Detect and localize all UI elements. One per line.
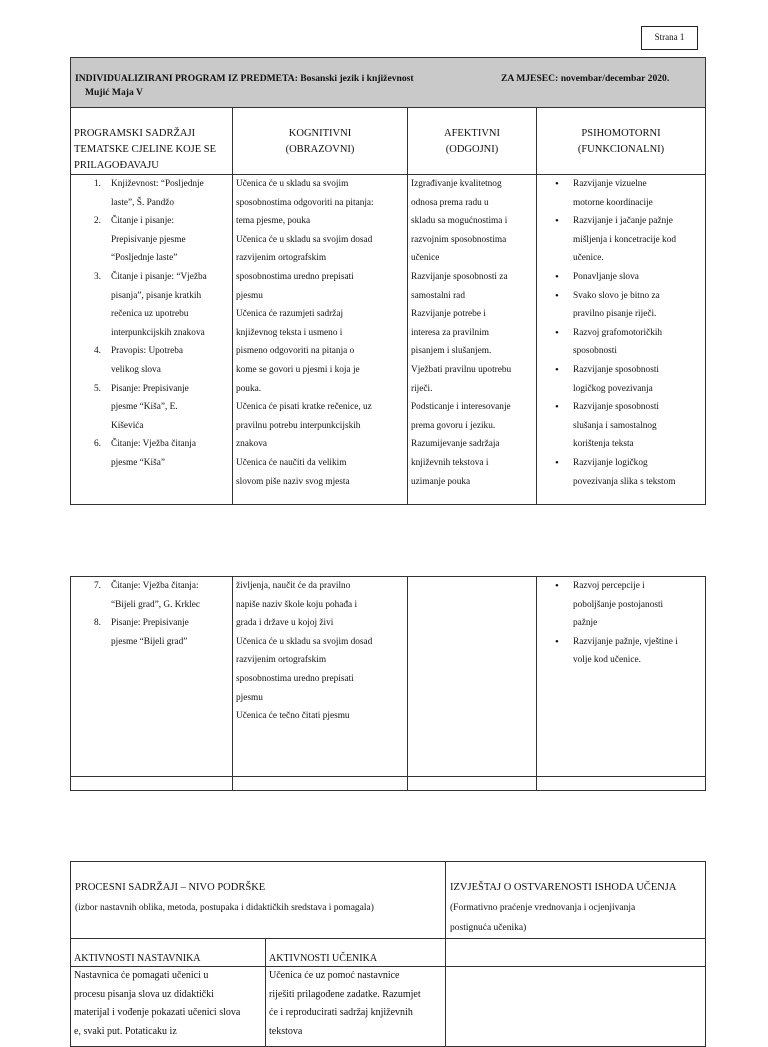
cognitive-line: pjesmu xyxy=(236,290,263,301)
psychomotor-item-line: motorne koordinacije xyxy=(573,197,653,208)
support-title: PROCESNI SADRŽAJI – NIVO PODRŠKE xyxy=(75,882,266,893)
cognitive-line: znakova xyxy=(236,439,267,450)
cognitive-line: Učenica će pisati kratke rečenice, uz xyxy=(236,402,372,413)
support-table xyxy=(70,861,706,1047)
affective-line: Izgrađivanje kvalitetnog xyxy=(411,179,502,189)
psychomotor-outcomes-cell xyxy=(537,577,706,777)
column-header-line: (FUNKCIONALNI) xyxy=(577,144,665,155)
cognitive-line: slovom piše naziv svog mjesta xyxy=(236,476,350,487)
cognitive-line: sposobnostima uredno prepisati xyxy=(236,271,354,282)
column-header-line: (ODGOJNI) xyxy=(445,144,499,155)
column-header-line: (OBRAZOVNI) xyxy=(285,144,355,155)
program-item xyxy=(74,342,229,379)
psychomotor-item-line: • Razvijanje pažnje, vještine i xyxy=(573,636,678,647)
report-subtitle-line: postignuća učenika) xyxy=(450,923,527,933)
empty-cell xyxy=(408,777,537,791)
cognitive-line: sposobnostima uredno prepisati xyxy=(236,673,354,684)
program-item-line: Čitanje i pisanje: xyxy=(111,216,174,227)
affective-line: Razvijanje sposobnosti za xyxy=(411,271,508,282)
program-item-line: Pravopis: Upotreba xyxy=(111,346,184,357)
program-content-cell xyxy=(71,577,233,777)
student-activity-line: Učenica će uz pomoć nastavnice xyxy=(269,970,400,981)
cognitive-line: Učenica će u skladu sa svojim xyxy=(236,179,349,189)
column-header-line: PRILAGOĐAVAJU xyxy=(74,160,159,171)
psychomotor-item xyxy=(540,454,702,491)
program-item-number: 7. xyxy=(94,581,101,591)
program-item-number: 4. xyxy=(94,346,101,357)
support-header-cell xyxy=(71,862,446,939)
cognitive-outcomes-cell xyxy=(233,577,408,777)
affective-line: književnih tekstova i xyxy=(411,457,489,468)
cognitive-line: sposobnostima odgovoriti na pitanja: xyxy=(236,197,374,208)
program-item-line: velikog slova xyxy=(111,364,161,375)
psychomotor-item-line: • Razvijanje logičkog xyxy=(573,457,648,468)
cognitive-line: pouka. xyxy=(236,383,262,394)
affective-line: prema govoru i jeziku. xyxy=(411,420,496,431)
student-activity-line: riješiti prilagođene zadatke. Razumjet xyxy=(269,988,421,1000)
cognitive-line: pravilnu potrebu interpunkcijskih xyxy=(236,420,361,431)
program-item-line: Pisanje: Prepisivanje xyxy=(111,383,189,394)
cognitive-line: kome se govori u pjesmi i koja je xyxy=(236,364,360,375)
report-header-cell xyxy=(446,862,706,939)
report-title: IZVJEŠTAJ O OSTVARENOSTI ISHODA UČENJA xyxy=(450,882,677,893)
program-item-line: “Posljednje laste” xyxy=(111,253,178,264)
psychomotor-item-line: pažnje xyxy=(573,618,598,629)
program-item xyxy=(74,212,229,268)
psychomotor-item xyxy=(540,577,702,633)
affective-outcomes-cell xyxy=(408,175,537,505)
column-header-line: PSIHOMOTORNI xyxy=(581,128,661,139)
student-activities-header xyxy=(266,939,446,967)
psychomotor-item-line: poboljšanje postojanosti xyxy=(573,599,664,610)
program-item-line: laste”, Š. Pandžo xyxy=(111,197,174,208)
column-header-line: PROGRAMSKI SADRŽAJI xyxy=(74,128,196,139)
affective-line: Razumijevanje sadržaja xyxy=(411,439,500,450)
psychomotor-item-line: • Razvijanje sposobnosti xyxy=(573,402,659,413)
affective-line: skladu sa mogućnostima i xyxy=(411,216,508,227)
cognitive-line: grada i države u kojoj živi xyxy=(236,618,334,629)
column-header-content xyxy=(71,108,233,175)
psychomotor-item-line: • Razvijanje sposobnosti xyxy=(573,364,659,375)
psychomotor-item-line: povezivanja slika s tekstom xyxy=(573,476,676,487)
psychomotor-item-line: • Razvoj percepcije i xyxy=(573,581,645,591)
psychomotor-item-line: • Razvijanje i jačanje pažnje xyxy=(573,216,673,227)
program-item-line: Čitanje i pisanje: “Vježba xyxy=(111,271,207,282)
report-content-cell xyxy=(446,967,706,1047)
program-item-line: pjesme “Kiša”, E. xyxy=(111,402,178,413)
cognitive-line: književnog teksta i usmeno i xyxy=(236,327,343,338)
teacher-activities-header xyxy=(71,939,266,967)
column-header-psychomotor xyxy=(537,108,706,175)
teacher-activity-line: materijal i vođenje pokazati učenici slova xyxy=(74,1007,241,1019)
program-item xyxy=(74,577,229,614)
teacher-activity-line: e, svaki put. Potaticaku iz xyxy=(74,1025,177,1037)
psychomotor-item-line: • Razvijanje vizuelne xyxy=(573,179,647,189)
program-header xyxy=(71,58,706,108)
program-item-line: rečenica uz upotrebu xyxy=(111,309,189,320)
program-item-line: pjesme “Kiša” xyxy=(111,457,165,468)
teacher-activity-line: Nastavnica će pomagati učenici u xyxy=(74,970,209,981)
psychomotor-item xyxy=(540,212,702,268)
program-month: ZA MJESEC: novembar/decembar 2020. xyxy=(501,73,670,84)
psychomotor-item-line: volje kod učenice. xyxy=(573,655,641,666)
affective-line: Razvijanje potrebe i xyxy=(411,309,486,320)
empty-cell xyxy=(537,777,706,791)
affective-line: razvojnim sposobnostima xyxy=(411,234,507,245)
teacher-activity-line: procesu pisanja slova uz didaktički xyxy=(74,988,214,1000)
student-activity-line: tekstova xyxy=(269,1025,303,1037)
psychomotor-item-line: • Svako slovo je bitno za xyxy=(573,290,660,301)
psychomotor-item-line: slušanja i samostalnog xyxy=(573,420,657,431)
cognitive-line: Učenica će tečno čitati pjesmu xyxy=(236,711,350,722)
psychomotor-item xyxy=(540,398,702,454)
psychomotor-item-line: korištenja teksta xyxy=(573,439,634,450)
cognitive-line: življenja, naučit će da pravilno xyxy=(236,581,351,591)
psychomotor-item-line: učenice. xyxy=(573,253,604,264)
psychomotor-item xyxy=(540,268,702,287)
program-item-line: “Bijeli grad”, G. Krklec xyxy=(111,599,201,610)
program-item xyxy=(74,380,229,436)
program-title: INDIVIDUALIZIRANI PROGRAM IZ PREDMETA: Bosanski jezik i književnost xyxy=(75,73,414,84)
program-item-line: Čitanje: Vježba čitanja xyxy=(111,439,197,450)
student-activities-label: AKTIVNOSTI UČENIKA xyxy=(269,953,378,964)
psychomotor-item xyxy=(540,633,702,670)
affective-line: Vježbati pravilnu upotrebu xyxy=(411,364,512,375)
column-header-cognitive xyxy=(233,108,408,175)
affective-line: učenice xyxy=(411,253,440,264)
program-item xyxy=(74,175,229,212)
psychomotor-item-line: mišljenja i koncetracije kod xyxy=(573,234,677,245)
affective-line: Podsticanje i interesovanje xyxy=(411,402,511,413)
program-item-line: interpunkcijskih znakova xyxy=(111,327,205,338)
cognitive-line: pismeno odgovoriti na pitanja o xyxy=(236,346,355,357)
cognitive-line: Učenica će u skladu sa svojim dosad xyxy=(236,636,373,647)
program-item-line: Kiševića xyxy=(111,420,144,431)
program-item-number: 3. xyxy=(94,271,101,282)
cognitive-line: razvijenim ortografskim xyxy=(236,655,327,666)
program-item-line: pjesme “Bijeli grad” xyxy=(111,636,188,647)
program-item-line: Čitanje: Vježba čitanja: xyxy=(111,581,199,591)
affective-line: samostalni rad xyxy=(411,290,465,301)
teacher-activities-label: AKTIVNOSTI NASTAVNIKA xyxy=(74,953,201,964)
teacher-activities-cell xyxy=(71,967,266,1047)
psychomotor-item xyxy=(540,324,702,361)
program-content-cell xyxy=(71,175,233,505)
cognitive-line: tema pjesme, pouka xyxy=(236,216,311,227)
cognitive-line: Učenica će naučiti da velikim xyxy=(236,457,347,468)
column-header-line: AFEKTIVNI xyxy=(444,128,500,139)
cognitive-line: Učenica će u skladu sa svojim dosad xyxy=(236,234,373,245)
program-item-number: 5. xyxy=(94,383,101,394)
program-item-number: 2. xyxy=(94,216,101,227)
psychomotor-item-line: • Ponavljanje slova xyxy=(573,271,639,282)
psychomotor-outcomes-cell xyxy=(537,175,706,505)
report-empty-cell xyxy=(446,939,706,967)
affective-line: odnosa prema radu u xyxy=(411,197,489,208)
page-number-label: Strana 1 xyxy=(641,26,698,50)
cognitive-line: napiše naziv škole koju pohađa i xyxy=(236,599,358,610)
program-item xyxy=(74,435,229,472)
psychomotor-item xyxy=(540,361,702,398)
column-header-line: KOGNITIVNI xyxy=(288,128,352,139)
cognitive-line: Učenica će razumjeti sadržaj xyxy=(236,309,344,320)
empty-cell xyxy=(233,777,408,791)
program-item-number: 1. xyxy=(94,179,101,189)
student-activity-line: će i reproducirati sadržaj književnih xyxy=(269,1007,413,1019)
affective-line: riječi. xyxy=(411,383,433,394)
psychomotor-item-line: sposobnosti xyxy=(573,346,617,357)
cognitive-outcomes-cell xyxy=(233,175,408,505)
student-name: Mujić Maja V xyxy=(85,87,143,98)
program-item-line: Prepisivanje pjesme xyxy=(111,234,186,245)
student-activities-cell xyxy=(266,967,446,1047)
empty-cell xyxy=(71,777,233,791)
cognitive-line: pjesmu xyxy=(236,692,263,703)
psychomotor-item-line: • Razvoj grafomotoričkih xyxy=(573,327,663,338)
program-item-line: Književnost: “Posljednje xyxy=(111,179,204,189)
program-item-line: Pisanje: Prepisivanje xyxy=(111,618,189,629)
support-subtitle: (izbor nastavnih oblika, metoda, postupaka i didaktičkih sredstava i pomagala) xyxy=(75,903,374,913)
cognitive-line: razvijenim ortografskim xyxy=(236,253,327,264)
program-table-part2 xyxy=(70,576,706,791)
program-item-number: 6. xyxy=(94,439,101,450)
affective-line: pisanjem i slušanjem. xyxy=(411,346,492,357)
program-table-part1 xyxy=(70,57,706,505)
program-item xyxy=(74,614,229,651)
column-header-affective xyxy=(408,108,537,175)
affective-line: interesa za pravilnim xyxy=(411,327,489,338)
psychomotor-item xyxy=(540,287,702,324)
program-item xyxy=(74,268,229,342)
psychomotor-item xyxy=(540,175,702,212)
report-subtitle-line: (Formativno praćenje vrednovanja i ocjenjivanja xyxy=(450,903,636,913)
affective-line: uzimanje pouka xyxy=(411,476,471,487)
column-header-line: TEMATSKE CJELINE KOJE SE xyxy=(74,144,217,155)
program-item-number: 8. xyxy=(94,618,101,629)
affective-outcomes-cell xyxy=(408,577,537,777)
program-item-line: pisanja”, pisanje kratkih xyxy=(111,290,202,301)
psychomotor-item-line: logičkog povezivanja xyxy=(573,383,653,394)
psychomotor-item-line: pravilno pisanje riječi. xyxy=(573,309,657,320)
